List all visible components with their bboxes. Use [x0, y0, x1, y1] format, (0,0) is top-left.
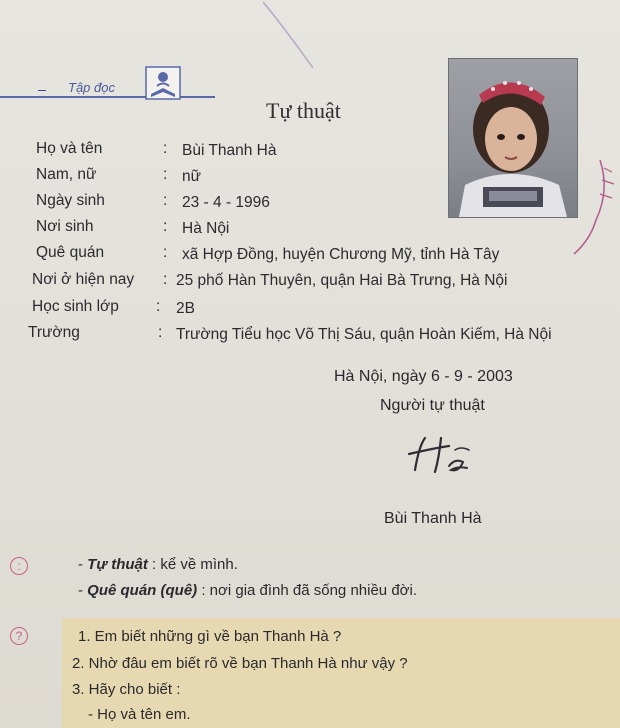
field-value-ho-ten: Bùi Thanh Hà: [182, 142, 277, 159]
section-underline: [0, 96, 215, 98]
question-3-subitem: - Họ và tên em.: [88, 706, 191, 723]
field-value-truong: Trường Tiểu học Võ Thị Sáu, quận Hoàn Kiếm, Hà Nội: [176, 326, 552, 343]
field-value-ngay-sinh: 23 - 4 - 1996: [182, 194, 270, 211]
field-value-noi-sinh: Hà Nội: [182, 220, 230, 237]
field-colon: :: [163, 166, 168, 183]
field-label-noi-o: Nơi ở hiện nay: [32, 271, 135, 288]
child-portrait-icon: [449, 59, 577, 217]
handwritten-signature: [405, 432, 495, 478]
question-3: 3. Hãy cho biết :: [72, 681, 181, 698]
note-term: Quê quán (quê): [87, 582, 198, 599]
field-label-truong: Trường: [28, 324, 80, 341]
page-fold-mark: [258, 0, 318, 70]
note-term: Tự thuật: [87, 556, 148, 573]
field-value-gioi-tinh: nữ: [182, 168, 201, 185]
field-value-noi-o: 25 phố Hàn Thuyên, quận Hai Bà Trưng, Hà Nội: [176, 272, 508, 289]
note-line: - Tự thuật : kể về mình.: [78, 556, 238, 573]
field-colon: :: [163, 271, 168, 288]
field-colon: :: [163, 192, 168, 209]
field-label-gioi-tinh: Nam, nữ: [36, 166, 97, 183]
field-label-ho-ten: Họ và tên: [36, 140, 103, 157]
field-colon: :: [156, 298, 161, 315]
date-line: Hà Nội, ngày 6 - 9 - 2003: [334, 368, 513, 385]
question-badge-icon: ?: [10, 627, 28, 645]
author-label: Người tự thuật: [380, 397, 485, 414]
margin-handwriting-mark: [560, 150, 620, 260]
signature-name: Bùi Thanh Hà: [384, 510, 482, 527]
book-reader-icon: [145, 66, 181, 100]
section-dash: [38, 90, 46, 91]
field-label-lop: Học sinh lớp: [32, 298, 119, 315]
page-title: Tự thuật: [266, 98, 341, 123]
field-label-que-quan: Quê quán: [36, 244, 105, 261]
field-value-lop: 2B: [176, 300, 195, 317]
question-2: 2. Nhờ đâu em biết rõ về bạn Thanh Hà như vậy ?: [72, 655, 408, 672]
note-badge-icon: :: [10, 557, 28, 575]
field-label-noi-sinh: Nơi sinh: [36, 218, 94, 235]
question-1: 1. Em biết những gì về bạn Thanh Hà ?: [78, 628, 342, 645]
student-photo: [448, 58, 578, 218]
field-label-ngay-sinh: Ngày sinh: [36, 192, 105, 209]
section-label: Tập đọc: [68, 80, 115, 95]
field-colon: :: [163, 218, 168, 235]
note-line: - Quê quán (quê) : nơi gia đình đã sống nhiều đời.: [78, 582, 417, 599]
field-colon: :: [163, 244, 168, 261]
field-colon: :: [163, 140, 168, 157]
field-colon: :: [158, 324, 163, 341]
field-value-que-quan: xã Hợp Đồng, huyện Chương Mỹ, tỉnh Hà Tây: [182, 246, 500, 263]
